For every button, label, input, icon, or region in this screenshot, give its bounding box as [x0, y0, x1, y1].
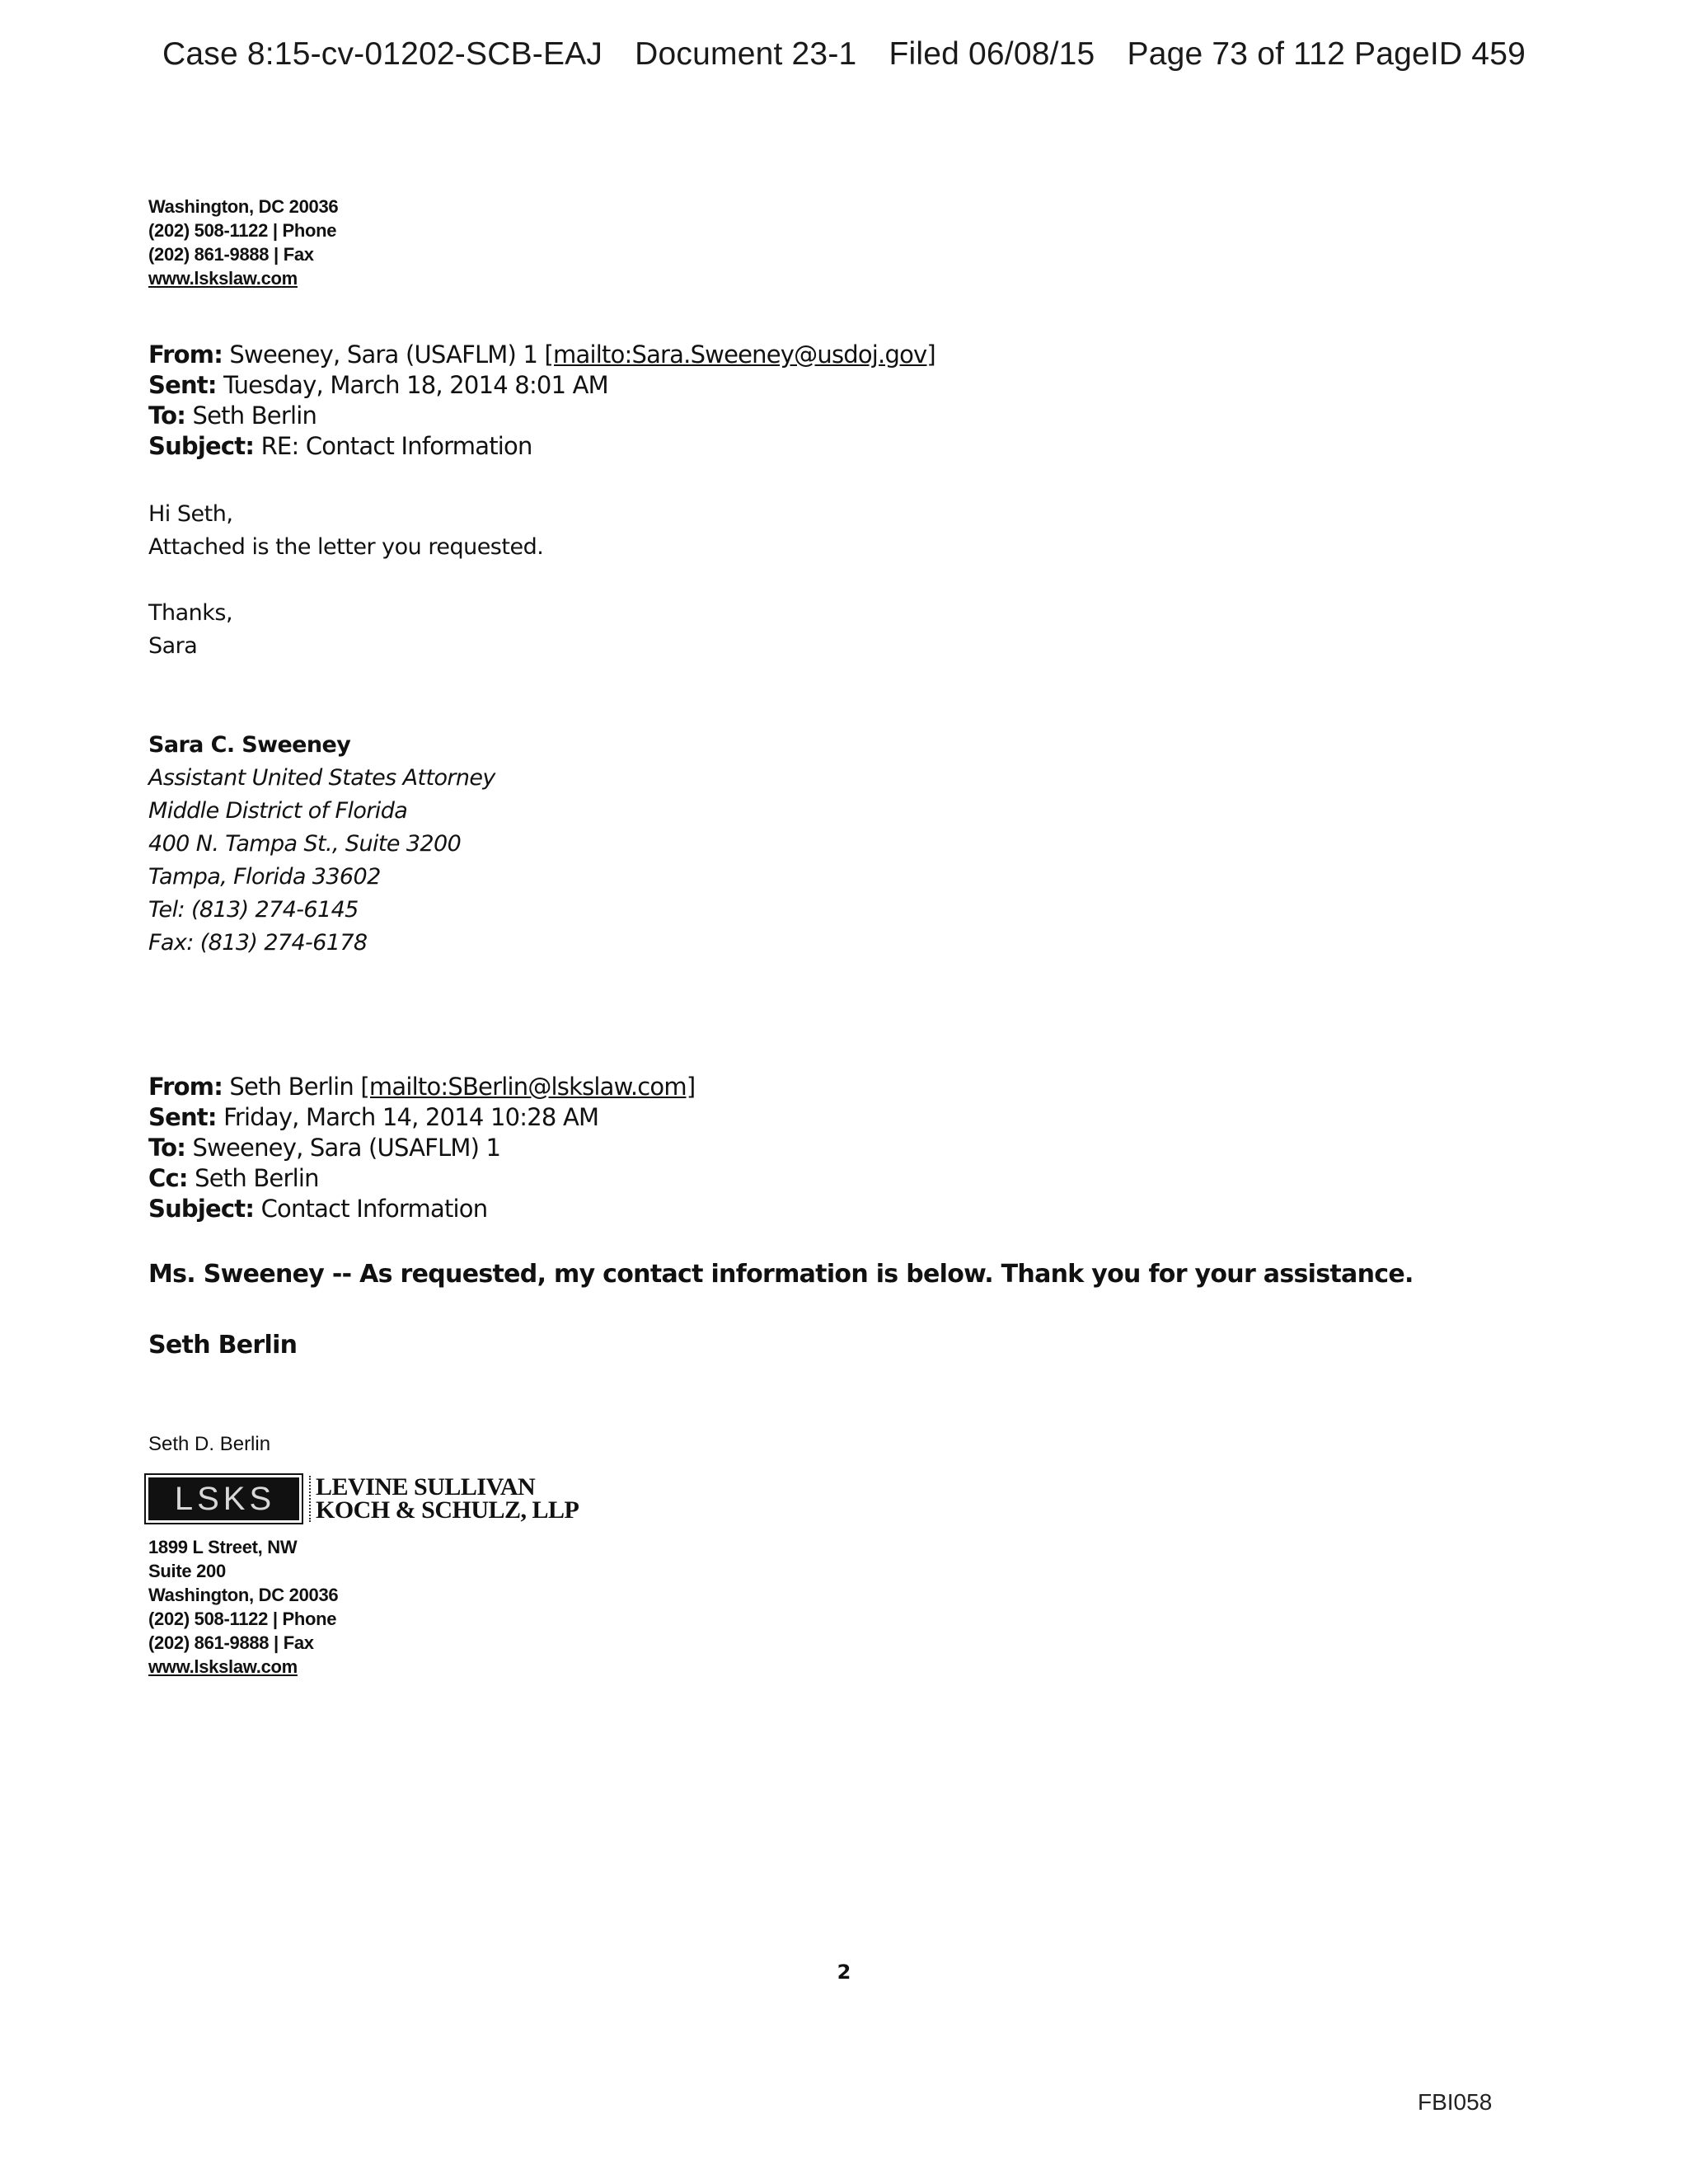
email2-subject-label: Subject: — [148, 1195, 255, 1223]
email1-from-value: Sweeney, Sara (USAFLM) 1 — [229, 341, 538, 369]
email2-header — [148, 1072, 695, 1224]
email1-header — [148, 340, 935, 462]
email2-from-value: Seth Berlin — [229, 1073, 354, 1101]
firm-logo — [148, 1473, 579, 1524]
signature2-name: Seth D. Berlin — [148, 1433, 271, 1455]
email1-message: Attached is the letter you requested. — [148, 534, 544, 560]
top-contact-phone: (202) 508-1122 | Phone — [148, 220, 337, 241]
email2-message: Ms. Sweeney -- As requested, my contact information is below. Thank you for your assistance. — [148, 1260, 1414, 1289]
email2-to-value: Sweeney, Sara (USAFLM) 1 — [192, 1134, 501, 1162]
signature1-fax: Fax: (813) 274-6178 — [148, 930, 368, 956]
firm-name — [309, 1473, 579, 1524]
email1-subject-value: RE: Contact Information — [260, 432, 532, 460]
signature1-district: Middle District of Florida — [148, 798, 408, 824]
email1-to-value: Seth Berlin — [192, 402, 317, 430]
email2-to-row — [148, 1133, 695, 1163]
email2-sent-value: Friday, March 14, 2014 10:28 AM — [223, 1103, 599, 1131]
signature1 — [148, 729, 495, 960]
email2-from-mailto-link[interactable]: [mailto:SBerlin@lskslaw.com] — [360, 1073, 696, 1101]
signature1-tel: Tel: (813) 274-6145 — [148, 897, 359, 923]
email1-greeting: Hi Seth, — [148, 501, 233, 527]
signature1-name: Sara C. Sweeney — [148, 732, 351, 758]
email2-cc-label: Cc: — [148, 1164, 188, 1192]
top-contact-block — [148, 195, 338, 290]
email2-from-label: From: — [148, 1073, 223, 1101]
firm-name-line2: KOCH & SCHULZ, LLP — [316, 1496, 579, 1524]
email1-body — [148, 498, 543, 564]
page-info: Page 73 of 112 PageID 459 — [1127, 36, 1526, 72]
case-number: Case 8:15-cv-01202-SCB-EAJ — [162, 36, 603, 72]
email1-from-row — [148, 340, 935, 370]
email2-sign: Seth Berlin — [148, 1331, 298, 1360]
signature2-suite: Suite 200 — [148, 1561, 226, 1581]
email1-to-row — [148, 401, 935, 431]
email1-subject-row — [148, 431, 935, 462]
signature1-address: 400 N. Tampa St., Suite 3200 — [148, 831, 462, 857]
top-contact-website-link[interactable]: www.lskslaw.com — [148, 268, 298, 289]
top-contact-fax: (202) 861-9888 | Fax — [148, 244, 314, 265]
email2-from-row — [148, 1072, 695, 1102]
email2-sent-label: Sent: — [148, 1103, 217, 1131]
document-number: Document 23-1 — [635, 36, 857, 72]
email2-subject-value: Contact Information — [260, 1195, 488, 1223]
signature1-city: Tampa, Florida 33602 — [148, 864, 381, 890]
email2-subject-row — [148, 1194, 695, 1224]
email2-to-label: To: — [148, 1134, 186, 1162]
email2-sent-row — [148, 1102, 695, 1133]
signature2-website-link[interactable]: www.lskslaw.com — [148, 1656, 298, 1677]
email1-closing-block — [148, 597, 232, 663]
firm-name-line1: LEVINE SULLIVAN — [316, 1473, 536, 1501]
email1-sent-label: Sent: — [148, 371, 217, 399]
lsks-logo-mark: LSKS — [148, 1477, 299, 1520]
filed-date: Filed 06/08/15 — [889, 36, 1095, 72]
top-contact-city: Washington, DC 20036 — [148, 196, 339, 217]
email1-sent-value: Tuesday, March 18, 2014 8:01 AM — [223, 371, 608, 399]
email1-closing-name: Sara — [148, 633, 198, 659]
signature2-street: 1899 L Street, NW — [148, 1537, 298, 1557]
email1-from-mailto-link[interactable]: [mailto:Sara.Sweeney@usdoj.gov] — [544, 341, 935, 369]
signature2-fax: (202) 861-9888 | Fax — [148, 1632, 314, 1653]
email2-cc-row — [148, 1163, 695, 1194]
page-number: 2 — [837, 1961, 851, 1984]
email1-subject-label: Subject: — [148, 432, 255, 460]
email2-cc-value: Seth Berlin — [195, 1164, 319, 1192]
email1-to-label: To: — [148, 402, 186, 430]
signature2-contact — [148, 1535, 338, 1679]
signature2-phone: (202) 508-1122 | Phone — [148, 1609, 337, 1629]
signature1-title: Assistant United States Attorney — [148, 765, 495, 791]
email1-from-label: From: — [148, 341, 223, 369]
filing-header — [0, 36, 1688, 73]
bates-number: FBI058 — [1418, 2089, 1493, 2115]
signature2-city: Washington, DC 20036 — [148, 1585, 339, 1605]
email1-sent-row — [148, 370, 935, 401]
email1-closing: Thanks, — [148, 600, 233, 626]
